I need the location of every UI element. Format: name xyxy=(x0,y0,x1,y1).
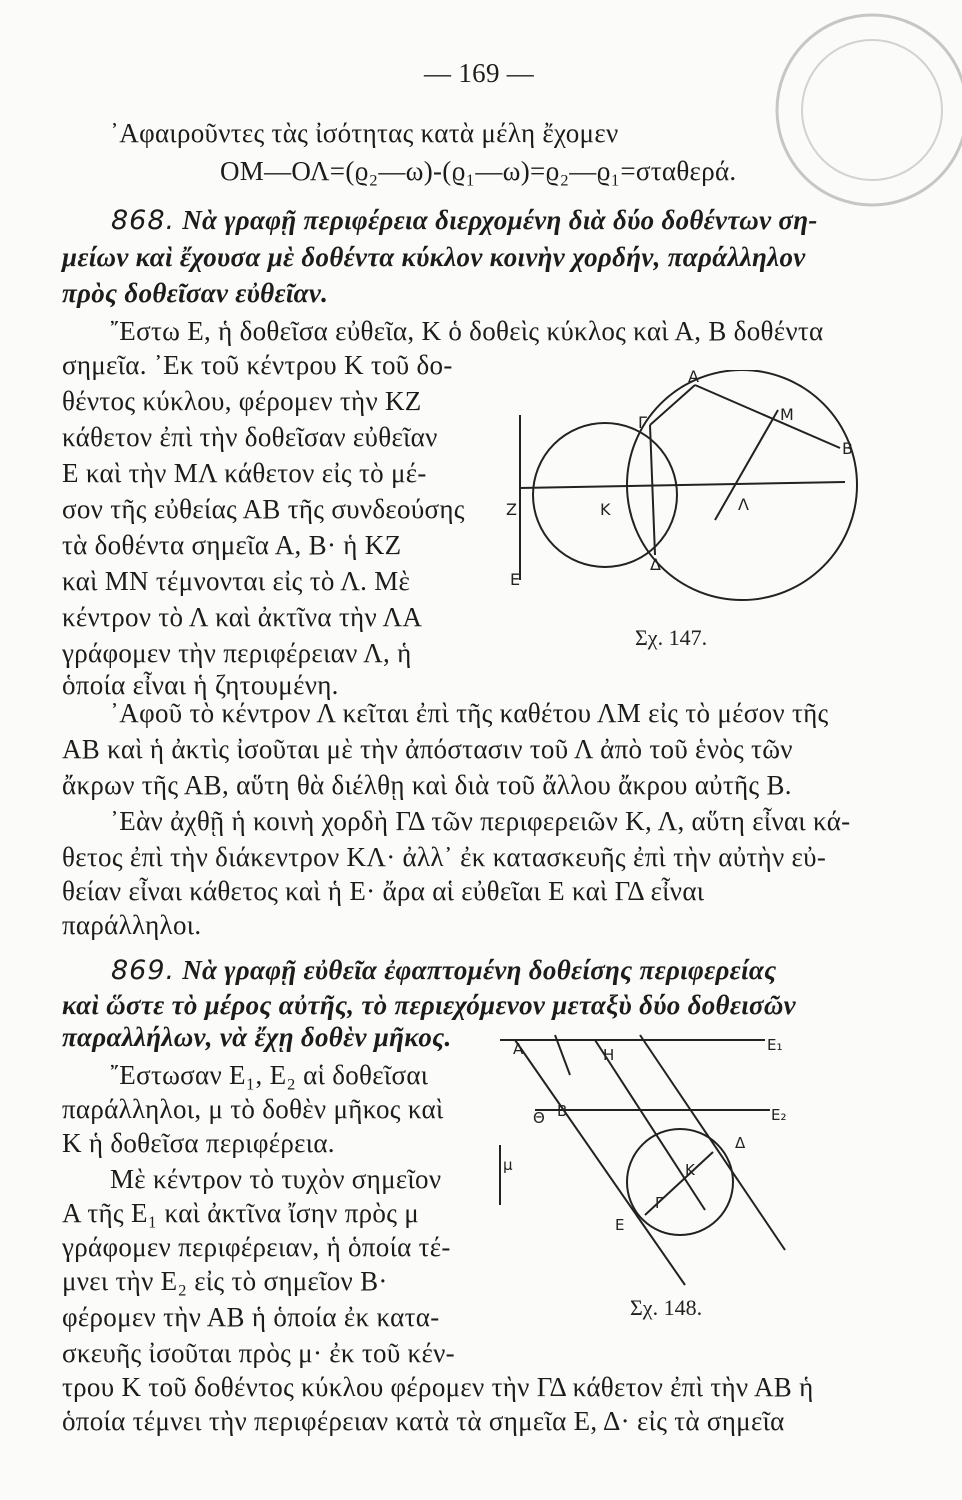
problem-heading xyxy=(111,955,776,986)
fig-label: Λ xyxy=(738,495,749,514)
fig-label: Ε₁ xyxy=(767,1036,783,1054)
fig-label: Κ xyxy=(685,1161,695,1179)
page-number: — 169 — xyxy=(424,58,535,88)
fig-label: Ε₂ xyxy=(771,1106,787,1124)
text-line: θείαν εἶναι κάθετος καὶ ἡ Ε· ἄρα αἱ εὐθεῖαι Ε καὶ ΓΔ εἶναι xyxy=(62,876,705,906)
problem-statement: καὶ ὥστε τὸ μέρος αὐτῆς, τὸ περιεχόμενον μεταξὺ δύο δοθεισῶν xyxy=(62,990,796,1020)
fig-label: Ε xyxy=(615,1216,625,1234)
text-line: Μὲ κέντρον τὸ τυχὸν σημεῖον xyxy=(110,1164,442,1194)
text-line: Ε καὶ τὴν ΜΛ κάθετον εἰς τὸ μέ- xyxy=(62,458,427,488)
text-line: ᾿Αφαιροῦντες τὰς ἰσότητας κατὰ μέλη ἔχομεν xyxy=(110,118,619,148)
fig-label: Δ xyxy=(650,555,661,574)
problem-statement: Νὰ γραφῇ εὐθεῖα ἐφαπτομένη δοθείσης περιφερείας xyxy=(182,955,777,985)
fig-label: Γ xyxy=(655,1194,664,1212)
text-line: ὁποία τέμνει τὴν περιφέρειαν κατὰ τὰ σημεῖα Ε, Δ· εἰς τὰ σημεῖα xyxy=(62,1406,785,1436)
equation-line: ΟΜ—ΟΛ=(ϱ₂—ω)-(ϱ₁—ω)=ϱ₂—ϱ₁=σταθερά. xyxy=(220,156,737,186)
text-line: σκευῆς ἰσοῦται πρὸς μ· ἐκ τοῦ κέν- xyxy=(62,1338,455,1368)
problem-statement: πρὸς δοθεῖσαν εὐθεῖαν. xyxy=(62,278,329,308)
fig-label: Κ xyxy=(600,500,611,519)
fig-label: Β xyxy=(842,439,853,458)
fig-label: Δ xyxy=(735,1134,746,1152)
fig-label: Θ xyxy=(533,1109,545,1127)
fig-label: Ζ xyxy=(506,500,517,519)
text-line: καὶ ΜΝ τέμνονται εἰς τὸ Λ. Μὲ xyxy=(62,566,411,596)
text-line: ὁποία εἶναι ἡ ζητουμένη. xyxy=(62,670,339,700)
text-line: σον τῆς εὐθείας ΑΒ τῆς συνδεούσης xyxy=(62,494,465,524)
fig-label: Β xyxy=(557,1102,568,1120)
text-line: γράφομεν τὴν περιφέρειαν Λ, ἡ xyxy=(62,638,412,668)
fig-label: Ε xyxy=(510,570,521,589)
problem-statement: μείων καὶ ἔχουσα μὲ δοθέντα κύκλον κοινὴν χορδήν, παράλληλον xyxy=(62,242,806,272)
fig-label: μ xyxy=(503,1156,513,1174)
text-line: γράφομεν περιφέρειαν, ἡ ὁποία τέ- xyxy=(62,1232,451,1262)
problem-statement: Νὰ γραφῇ περιφέρεια διερχομένη διὰ δύο δοθέντων ση- xyxy=(182,205,818,235)
text-line: ᾿Αφοῦ τὸ κέντρον Λ κεῖται ἐπὶ τῆς καθέτου ΛΜ εἰς τὸ μέσον τῆς xyxy=(110,698,829,728)
text-line: θετος ἐπὶ τὴν διάκεντρον ΚΛ· ἀλλ᾿ ἐκ κατασκευῆς ἐπὶ τὴν αὐτὴν εὐ- xyxy=(62,842,827,872)
text-line: ἄκρων τῆς ΑΒ, αὕτη θὰ διέλθῃ καὶ διὰ τοῦ ἄλλου ἄκρου αὐτῆς Β. xyxy=(62,770,792,800)
figure-147 xyxy=(500,370,880,670)
text-line: παράλληλοι, μ τὸ δοθὲν μῆκος καὶ xyxy=(62,1094,444,1124)
text-line: παράλληλοι. xyxy=(62,910,202,940)
figure-148 xyxy=(495,1030,815,1330)
fig-label: Α xyxy=(688,370,699,386)
text-line: ΑΒ καὶ ἡ ἀκτὶς ἰσοῦται μὲ τὴν ἀπόστασιν τοῦ Λ ἀπὸ τοῦ ἑνὸς τῶν xyxy=(62,734,793,764)
text-line: φέρομεν τὴν ΑΒ ἡ ὁποία ἐκ κατα- xyxy=(62,1302,440,1332)
text-line: τρου Κ τοῦ δοθέντος κύκλου φέρομεν τὴν ΓΔ κάθετον ἐπὶ τὴν ΑΒ ἡ xyxy=(62,1372,814,1402)
problem-number: 869. xyxy=(111,955,176,986)
text-line: τὰ δοθέντα σημεῖα Α, Β· ἡ ΚΖ xyxy=(62,530,402,560)
figure-caption: Σχ. 148. xyxy=(630,1295,703,1320)
fig-label: Η xyxy=(603,1046,615,1064)
text-line: ῎Εστω Ε, ἡ δοθεῖσα εὐθεῖα, Κ ὁ δοθεὶς κύκλος καὶ Α, Β δοθέντα xyxy=(110,316,824,346)
figure-caption: Σχ. 147. xyxy=(635,625,708,650)
problem-statement: παραλλήλων, νὰ ἔχῃ δοθὲν μῆκος. xyxy=(62,1022,452,1052)
problem-number: 868. xyxy=(111,205,176,236)
problem-heading xyxy=(111,205,818,236)
text-line: κάθετον ἐπὶ τὴν δοθεῖσαν εὐθεῖαν xyxy=(62,422,438,452)
text-line: ᾿Εὰν ἀχθῇ ἡ κοινὴ χορδὴ ΓΔ τῶν περιφερειῶν Κ, Λ, αὕτη εἶναι κά- xyxy=(110,806,851,836)
text-line: ῎Εστωσαν Ε₁, Ε₂ αἱ δοθεῖσαι xyxy=(110,1060,429,1090)
text-line: Α τῆς Ε₁ καὶ ἀκτῖνα ἴσην πρὸς μ xyxy=(62,1198,420,1228)
text-line: σημεῖα. ᾿Εκ τοῦ κέντρου Κ τοῦ δο- xyxy=(62,350,453,380)
fig-label: Α xyxy=(513,1040,524,1058)
text-line: θέντος κύκλου, φέρομεν τὴν ΚΖ xyxy=(62,386,422,416)
fig-label: Γ xyxy=(638,413,647,432)
fig-label: Μ xyxy=(780,405,794,424)
text-line: κέντρον τὸ Λ καὶ ἀκτῖνα τὴν ΛΑ xyxy=(62,602,423,632)
text-line: μνει τὴν Ε₂ εἰς τὸ σημεῖον Β· xyxy=(62,1266,388,1296)
text-line: Κ ἡ δοθεῖσα περιφέρεια. xyxy=(62,1128,335,1158)
